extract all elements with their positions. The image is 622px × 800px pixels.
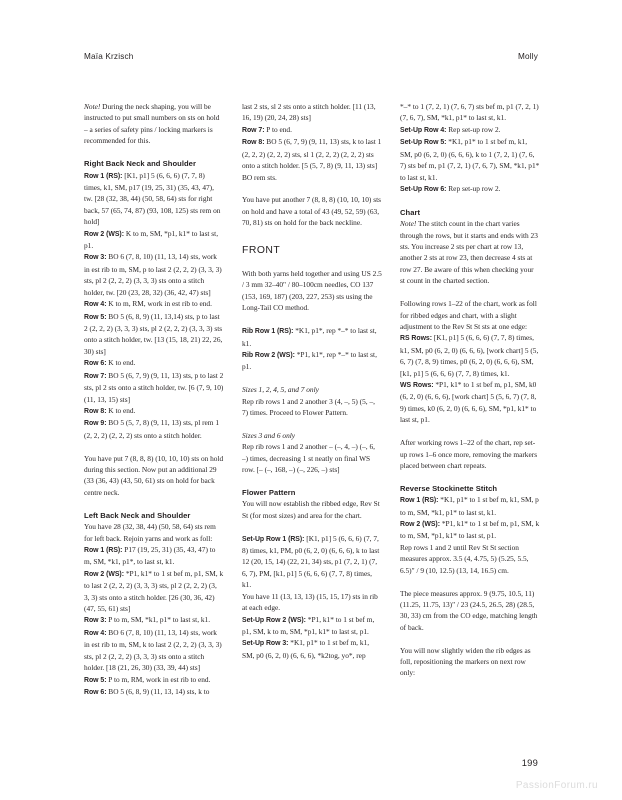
instruction-row-label: Row 2 (WS):: [84, 230, 124, 238]
instruction-row-label: Set-Up Row 3:: [242, 640, 289, 648]
instruction-row-text: P17 (19, 25, 31) (35, 43, 47) to m, SM, *k1, p1*, to last st, k1.: [84, 544, 216, 567]
instruction-row-text: *P1, k1* to 1 st bef m, p1, SM, k to last 2 (2, 2, 2) (3, 3, 3) sts, pl 2 (2, 2, 2) (3, 3, 3) sts onto a stitch holder. [26 (30, 36, 42) (47, 55, 61) sts]: [84, 568, 224, 614]
instruction-row: [242, 349, 382, 373]
size-subheading: Sizes 3 and 6 only: [242, 430, 296, 440]
instruction-row-label: Row 1 (RS):: [84, 172, 123, 180]
note-paragraph: [400, 218, 540, 287]
instruction-row: [400, 379, 540, 426]
instruction-row-label: Row 8:: [242, 139, 265, 147]
instruction-row-text: BO 5 (6, 7, 9) (9, 11, 13) sts, k to last 1 (2, 2, 2) (2, 2, 2) sts, sl 1 (2, 2, 2) (2, 2, 2) sts onto a stitch holder. [5 (5, 7, 8) (9, 11, 13) sts]: [242, 137, 382, 171]
instruction-row: [84, 311, 224, 358]
instruction-row-text: BO 5 (6, 8, 9) (11, 13,14) sts, p to last 2 (2, 2, 2) (3, 3, 3) sts, pl 2 (2, 2, 2) (3, 3, 3) sts onto a stitch holder, tw. [13 (15, 18, 21) 22, 26, 30) sts]: [84, 311, 223, 356]
instruction-row: [84, 544, 224, 568]
instruction-row-text: *K1, p1* to 1 st bef m, k1, SM, p to m, SM, *k1, p1* to last st, k1.: [400, 495, 539, 517]
instruction-row-text: K to end.: [106, 405, 136, 415]
section-heading: Reverse Stockinette Stitch: [400, 483, 498, 493]
instruction-row-label: Row 2 (WS):: [84, 570, 124, 578]
body-paragraph: Rep rib rows 1 and 2 another – (–, 4, –) (–, 6, –) times, decreasing 1 st neatly on final WS row. [– (–, 168, –) (–, 226, –) sts]: [242, 442, 375, 475]
body-paragraph: You have put 7 (8, 8, 8) (10, 10, 10) sts on hold during this section. Now put an additional 29 (33 (36, 43) (43, 50, 61) sts on hold for back centre neck.: [84, 453, 224, 497]
instruction-row-label: Set-Up Row 5:: [400, 139, 447, 147]
instruction-row-label: Row 6:: [84, 689, 107, 696]
text-column-3: [400, 101, 540, 741]
instruction-row-text: Rep set-up row 2.: [446, 183, 501, 193]
instruction-row: [84, 251, 224, 298]
instruction-row: [400, 332, 540, 379]
instruction-row-text: BO 6 (7, 8, 10) (11, 13, 14) sts, work in est rib to m, SM, p to last 2 (2, 2, 2) (3, 3, 3) sts, pl 2 (2, 2, 2) (3, 3, 3) sts onto a stitch holder, tw. [20 (23, 28, 32) (36, 42, 47) sts]: [84, 252, 222, 297]
body-paragraph: You have 11 (13, 13, 13) (15, 15, 17) sts in rib at each edge.: [242, 591, 378, 613]
instruction-row-label: Row 9:: [84, 420, 107, 428]
instruction-row: [84, 627, 224, 674]
instruction-row: [400, 494, 540, 518]
text-column-1: [84, 101, 224, 741]
section-heading: Left Back Neck and Shoulder: [84, 510, 191, 520]
instruction-row-label: Row 2 (WS):: [400, 521, 440, 529]
body-paragraph: You have 28 (32, 38, 44) (50, 58, 64) sts rem for left back. Rejoin yarns and work as foll:: [84, 522, 216, 543]
instruction-row-text: *P1, k1*, rep *–* to last st, p1.: [242, 349, 377, 372]
instruction-row-text: *K1, p1* to 1 st bef m, k1, SM, p0 (6, 2, 0) (6, 6, 6), *k2tog, yo*, rep: [242, 638, 370, 660]
instruction-row: [84, 370, 224, 405]
instruction-row-text: *P1, k1* to 1 st bef m, p1, SM, k to m, SM, *p1, k1* to last st, p1.: [242, 614, 375, 636]
instruction-row-label: Row 3:: [84, 254, 107, 262]
body-paragraph: After working rows 1–22 of the chart, rep set-up rows 1–6 once more, removing the markers placed between chart repeats.: [400, 438, 538, 470]
instruction-row-label: Set-Up Row 6:: [400, 185, 447, 193]
instruction-row-text: BO 5 (5, 7, 8) (9, 11, 13) sts, pl rem 1 (2, 2, 2) (2, 2, 2) sts onto a stitch holder.: [84, 418, 219, 440]
instruction-row-label: Row 4:: [84, 629, 107, 637]
major-section-heading: FRONT: [242, 244, 281, 256]
instruction-row-label: Row 3:: [84, 617, 107, 625]
instruction-row-text: BO 5 (6, 8, 9) (11, 13, 14) sts, k to: [106, 687, 210, 696]
instruction-row: [84, 357, 224, 369]
instruction-row-label: Row 6:: [84, 360, 107, 368]
instruction-row-label: Row 5:: [84, 676, 107, 684]
instruction-row-text: *K1, p1*, rep *–* to last st, k1.: [242, 326, 377, 348]
note-text: During the neck shaping, you will be instructed to put small numbers on sts on hold – a series of safety pins / locking markers is recommended for this.: [84, 102, 220, 146]
instruction-row: [84, 686, 224, 698]
instruction-row: [400, 124, 540, 136]
instruction-row: [84, 405, 224, 417]
body-paragraph: Rep rows 1 and 2 until Rev St St section measures approx. 3.5 (4, 4.75, 5) (5.25, 5.5, 6.5)" / 9 (10, 12.5) (13, 14, 16.5) cm.: [400, 542, 529, 575]
instruction-row: [84, 674, 224, 686]
running-head-pattern: Molly: [517, 52, 538, 61]
instruction-row-label: Row 7:: [84, 372, 107, 380]
instruction-row-text: BO 6 (7, 8, 10) (11, 13, 14) sts, work in est rib to m, SM, k to last 2 (2, 2, 2) (3, 3, 3) sts, pl 2 (2, 2, 2) (3, 3, 3) sts onto a stitch holder. [18 (21, 26, 30) (33, 39, 44) sts]: [84, 627, 222, 673]
instruction-row-text: P to m, RM, work in est rib to end.: [106, 674, 211, 684]
instruction-row: [84, 417, 224, 441]
section-heading: Flower Pattern: [242, 487, 296, 497]
page-number: 199: [521, 757, 538, 768]
body-paragraph: The piece measures approx. 9 (9.75, 10.5, 11) (11.25, 11.75, 13)" / 23 (24.5, 26.5, 28) (28.5, 30, 33) cm from the CO edge, matching length of back.: [400, 588, 538, 632]
running-head-author: Maïa Krzisch: [84, 52, 134, 61]
instruction-row: [400, 518, 540, 542]
column-container: [84, 101, 540, 741]
instruction-row-label: Row 5:: [84, 313, 107, 321]
instruction-row: [84, 614, 224, 626]
instruction-row-text: Rep set-up row 2.: [446, 124, 501, 134]
running-head: [84, 52, 538, 66]
body-paragraph: Following rows 1–22 of the chart, work as foll for ribbed edges and chart, with a slight adjustment to the Rev St St sts at one edge:: [400, 299, 537, 331]
body-paragraph: With both yarns held together and using US 2.5 / 3 mm 32–40" / 80–100cm needles, CO 137 (153, 169, 187) (203, 227, 253) sts using the Long-Tail CO method.: [242, 269, 382, 313]
note-label: Note!: [84, 102, 101, 111]
body-paragraph: last 2 sts, sl 2 sts onto a stitch holder. [11 (13, 16, 19) (20, 24, 28) sts]: [242, 102, 376, 123]
body-paragraph: Rep rib rows 1 and 2 another 3 (4, –, 5) (5, –, 7) times. Proceed to Flower Pattern.: [242, 396, 375, 417]
instruction-row: [400, 183, 540, 195]
instruction-row-text: *P1, k1* to 1 st bef m, p1, SM, k to m, SM, *p1, k1* to last st, p1.: [400, 519, 540, 541]
instruction-row-text: [K1, p1] 5 (6, 6, 6) (7, 7, 8) times, k1, SM, p17 (19, 25, 31) (35, 43, 47), tw. [28 (32, 38, 44) (50, 58, 64) sts for right back, 57 (65, 74, 87) (93, 108, 125) sts rem on hold]: [84, 170, 221, 227]
instruction-row: [400, 136, 540, 183]
instruction-row-label: Row 1 (RS):: [84, 546, 123, 554]
body-paragraph: You will now slightly widen the rib edges as foll, repositioning the markers on next row only:: [400, 645, 531, 678]
body-paragraph: BO rem sts.: [242, 172, 277, 182]
instruction-row-label: Row 1 (RS):: [400, 497, 439, 505]
note-text: The stitch count in the chart varies through the rows, but it starts and ends with 23 sts. You increase 2 sts per chart at row 13, another 2 sts at row 23, then decrease 4 sts at row 27. Be aware of this when checking your st count in the charted section.: [400, 219, 538, 286]
instruction-row-label: Row 8:: [84, 407, 107, 415]
note-label: Note!: [400, 219, 417, 229]
body-paragraph: *–* to 1 (7, 2, 1) (7, 6, 7) sts bef m, p1 (7, 2, 1) (7, 6, 7), SM, *k1, p1* to last st, k1.: [400, 102, 539, 123]
instruction-row-label: Set-Up Row 4:: [400, 126, 447, 134]
instruction-row-label: Rib Row 2 (WS):: [242, 351, 295, 359]
instruction-row-text: K to end.: [106, 358, 136, 368]
instruction-row-label: WS Rows:: [400, 382, 434, 390]
instruction-row: [84, 170, 224, 228]
instruction-row-text: [K1, p1] 5 (6, 6, 6) (7, 7, 8) times, k1, SM, p0 (6, 2, 0) (6, 6, 6), [work chart] 5 (5, 6, 7) (7, 8, 9) times, p0 (6, 2, 0) (6, 6, 6), SM, [k1, p1] 5 (6, 6, 6) (7, 7, 8) times, k1.: [400, 333, 539, 378]
instruction-row-text: BO 5 (6, 7, 9) (9, 11, 13) sts, p to last 2 sts, pl 2 sts onto a stitch holder, tw. [6 (7, 9, 10) (11, 13, 15) sts]: [84, 370, 224, 404]
instruction-row: [84, 298, 224, 310]
instruction-row: [242, 533, 382, 591]
body-paragraph: You will now establish the ribbed edge, Rev St St (for most sizes) and area for the chart.: [242, 499, 380, 520]
instruction-row: [242, 637, 382, 661]
instruction-row-text: [K1, p1] 5 (6, 6, 6) (7, 7, 8) times, k1, PM, p0 (6, 2, 0) (6, 6, 6), k to last 12 (20, 15, 14) (22, 21, 34) sts, p1 (7, 2, 1) (7, 6, 7), PM, [k1, p1] 5 (6, 6, 6) (7, 7, 8) times, k1.: [242, 533, 380, 590]
note-paragraph: [84, 101, 224, 147]
text-column-2: [242, 101, 382, 741]
instruction-row-label: Set-Up Row 1 (RS):: [242, 535, 305, 543]
size-subheading: Sizes 1, 2, 4, 5, and 7 only: [242, 385, 319, 395]
section-heading: Chart: [400, 207, 421, 217]
instruction-row-label: Set-Up Row 2 (WS):: [242, 616, 306, 624]
instruction-row: [84, 568, 224, 615]
instruction-row-label: RS Rows:: [400, 335, 432, 343]
body-paragraph: You have put another 7 (8, 8, 8) (10, 10, 10) sts on hold and have a total of 43 (49, 52, 59) (63, 70, 81) sts on hold for the back neckline.: [242, 195, 381, 228]
instruction-row-text: *K1, p1* to 1 st bef m, k1, SM, p0 (6, 2, 0) (6, 6, 6), k to 1 (7, 2, 1) (7, 6, 7) sts bef m, p1 (7, 2, 1) (7, 6, 7), SM, *k1, p1* to last st, k1.: [400, 137, 540, 182]
instruction-row-text: K to m, SM, *p1, k1* to last st, p1.: [84, 228, 219, 251]
instruction-row: [84, 228, 224, 252]
instruction-row-text: P to end.: [264, 124, 292, 134]
instruction-row-text: *P1, k1* to 1 st bef m, p1, SM, k0 (6, 2, 0) (6, 6, 6), [work chart] 5 (5, 6, 7) (7, 8, 9) times, k0 (6, 2, 0) (6, 6, 6), SM, *p1, k1* to last st, p1.: [400, 380, 537, 425]
site-watermark: PassionForum.ru: [515, 780, 598, 791]
instruction-row: [242, 136, 382, 171]
instruction-row-label: Row 7:: [242, 126, 265, 134]
instruction-row: [242, 124, 382, 136]
instruction-row-text: K to m, RM, work in est rib to end.: [106, 299, 212, 309]
instruction-row: [242, 325, 382, 349]
instruction-row-label: Row 4:: [84, 301, 107, 309]
instruction-row: [242, 614, 382, 638]
section-heading: Right Back Neck and Shoulder: [84, 159, 196, 169]
instruction-row-text: P to m, SM, *k1, p1* to last st, k1.: [106, 615, 211, 625]
instruction-row-label: Rib Row 1 (RS):: [242, 328, 294, 336]
